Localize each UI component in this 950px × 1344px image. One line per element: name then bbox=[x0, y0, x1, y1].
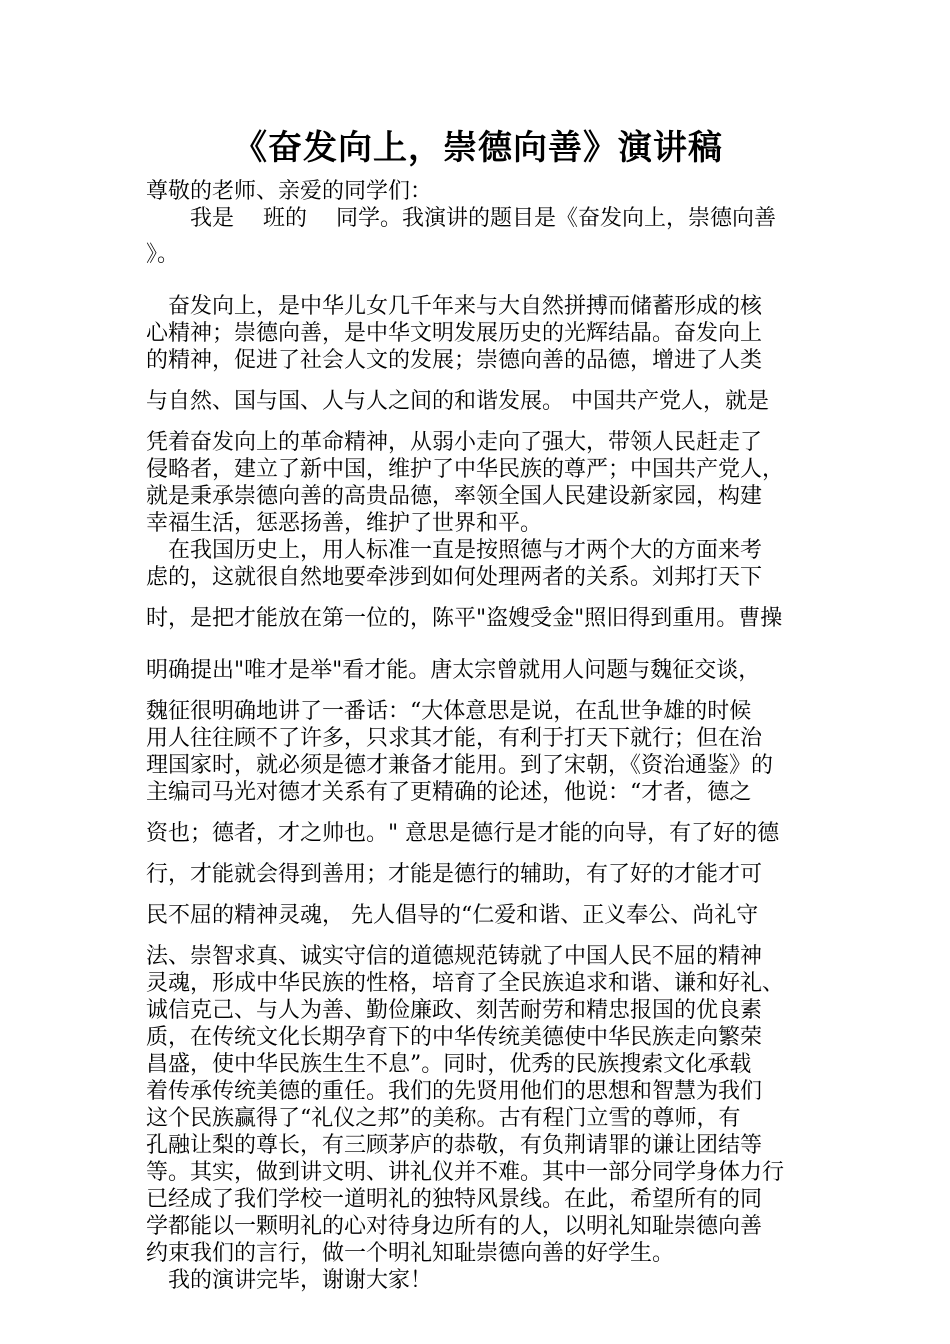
body-line: 在我国历史上，用人标准一直是按照德与才两个大的方面来考 bbox=[168, 538, 763, 563]
body-line: 与自然、国与国、人与人之间的和谐发展。 中国共产党人，就是 bbox=[146, 389, 769, 414]
body-line: 学都能以一颗明礼的心对待身边所有的人，以明礼知耻崇德向善 bbox=[146, 1214, 763, 1239]
body-line: 就是秉承崇德向善的高贵品德，率领全国人民建设新家园，构建 bbox=[146, 484, 763, 509]
body-line: 约束我们的言行，做一个明礼知耻崇德向善的好学生。 bbox=[146, 1241, 675, 1266]
body-line: 魏征很明确地讲了一番话：“大体意思是说，在乱世争雄的时候 bbox=[146, 699, 752, 724]
body-line: 明确提出"唯才是举"看才能。唐太宗曾就用人问题与魏征交谈， bbox=[146, 658, 761, 683]
body-line: 奋发向上，是中华儿女几千年来与大自然拼搏而储蓄形成的核 bbox=[168, 294, 763, 319]
body-line: 已经成了我们学校一道明礼的独特风景线。在此，希望所有的同 bbox=[146, 1187, 763, 1212]
body-line: 我是 班的 同学。我演讲的题目是《奋发向上，崇德向善 bbox=[190, 206, 776, 231]
body-line: 等。其实，做到讲文明、讲礼仪并不难。其中一部分同学身体力行 bbox=[146, 1160, 785, 1185]
body-line: 灵魂，形成中华民族的性格，培育了全民族追求和谐、谦和好礼、 bbox=[146, 971, 785, 996]
body-line: 着传承传统美德的重任。我们的先贤用他们的思想和智慧为我们 bbox=[146, 1079, 763, 1104]
body-line: 孔融让梨的尊长，有三顾茅庐的恭敬，有负荆请罪的谦让团结等 bbox=[146, 1133, 763, 1158]
body-line: 凭着奋发向上的革命精神，从弱小走向了强大，带领人民赶走了 bbox=[146, 430, 763, 455]
body-line: 法、崇智求真、诚实守信的道德规范铸就了中国人民不屈的精神 bbox=[146, 944, 763, 969]
closing-line: 我的演讲完毕，谢谢大家！ bbox=[168, 1268, 433, 1293]
body-line: 这个民族赢得了“礼仪之邦”的美称。古有程门立雪的尊师，有 bbox=[146, 1106, 741, 1131]
body-line: 昌盛，使中华民族生生不息”。同时，优秀的民族搜索文化承载 bbox=[146, 1052, 752, 1077]
body-line: 幸福生活，惩恶扬善，维护了世界和平。 bbox=[146, 511, 543, 536]
body-line: 主编司马光对德才关系有了更精确的论述，他说：“才者，德之 bbox=[146, 780, 752, 805]
salutation-line: 尊敬的老师、亲爱的同学们： bbox=[146, 179, 433, 204]
body-line: 质，在传统文化长期孕育下的中华传统美德使中华民族走向繁荣 bbox=[146, 1025, 763, 1050]
body-line: 虑的，这就很自然地要牵涉到如何处理两者的关系。刘邦打天下 bbox=[146, 565, 763, 590]
document-page bbox=[146, 120, 810, 1294]
body-line: 诚信克己、与人为善、勤俭廉政、刻苦耐劳和精忠报国的优良素 bbox=[146, 998, 763, 1023]
body-line: 理国家时，就必须是德才兼备才能用。到了宋朝，《资治通鉴》的 bbox=[146, 753, 774, 778]
body-line: 民不屈的精神灵魂， 先人倡导的“仁爱和谐、正义奉公、尚礼守 bbox=[146, 903, 759, 928]
body-line: 时，是把才能放在第一位的，陈平"盗嫂受金"照旧得到重用。曹操 bbox=[146, 606, 783, 631]
body-line: 心精神；崇德向善，是中华文明发展历史的光辉结晶。奋发向上 bbox=[146, 321, 763, 346]
body-line: 资也；德者，才之帅也。" 意思是德行是才能的向导，有了好的德 bbox=[146, 821, 780, 846]
document-title: 《奋发向上，崇德向善》演讲稿 bbox=[233, 128, 723, 168]
body-line: 用人往往顾不了许多，只求其才能，有利于打天下就行；但在治 bbox=[146, 726, 763, 751]
body-line: 的精神，促进了社会人文的发展；崇德向善的品德，增进了人类 bbox=[146, 348, 763, 373]
body-line: 行，才能就会得到善用；才能是德行的辅助，有了好的才能才可 bbox=[146, 862, 763, 887]
body-line: 侵略者，建立了新中国，维护了中华民族的尊严；中国共产党人， bbox=[146, 457, 785, 482]
body-line: 》。 bbox=[146, 242, 180, 267]
